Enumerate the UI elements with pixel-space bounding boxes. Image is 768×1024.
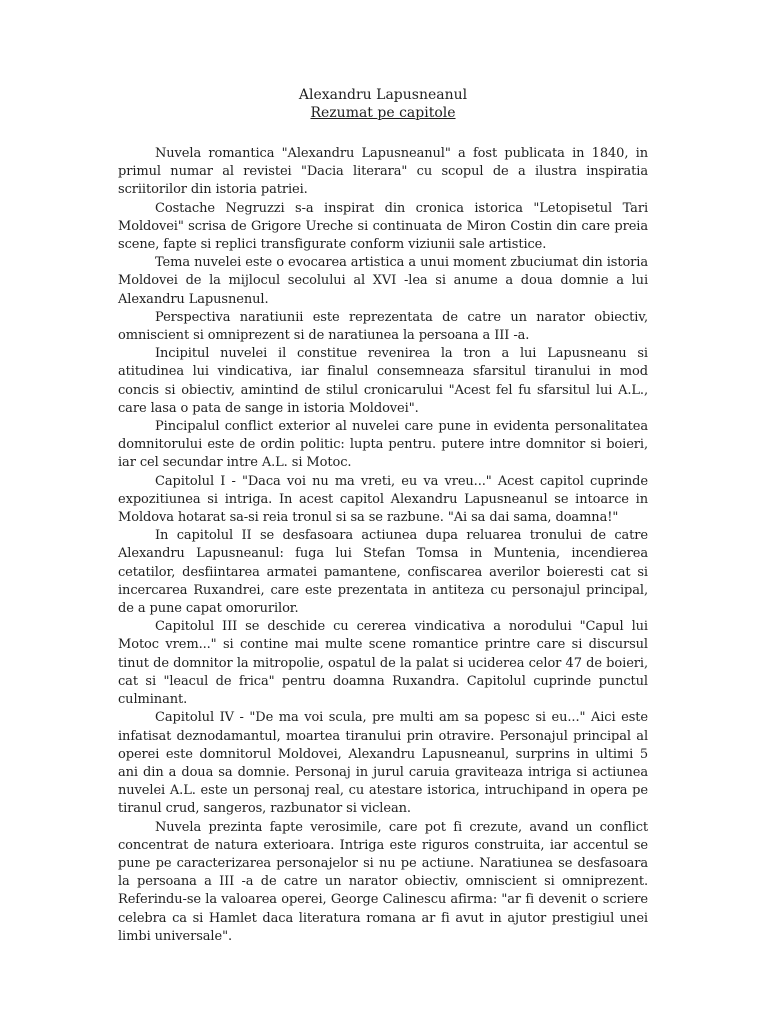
paragraph-publication: Nuvela romantica "Alexandru Lapusneanul" a fost publicata in 1840, in primul numar al revistei "Dacia literara" cu scopul de a ilustra inspiratia scriitorilor din istoria patriei. bbox=[118, 146, 648, 198]
document-page bbox=[118, 86, 648, 946]
paragraph-chapter-2: In capitolul II se desfasoara actiunea dupa reluarea tronului de catre Alexandru Lapusneanul: fuga lui Stefan Tomsa in Muntenia, incendierea cetatilor, desfiintarea armatei pamantene, confiscarea averilor boieresti cat si incercarea Ruxandrei, care este prezentata in antiteza cu personajul principal, de a pune capat omorurilor. bbox=[118, 528, 648, 617]
document-subtitle: Rezumat pe capitole bbox=[310, 105, 456, 121]
document-title: Alexandru Lapusneanul bbox=[298, 87, 468, 103]
paragraph-chapter-1: Capitolul I - "Daca voi nu ma vreti, eu va vreu..." Acest capitol cuprinde expozitiunea si intriga. In acest capitol Alexandru Lapusneanul se intoarce in Moldova hotarat sa-si reia tronul si sa se razbune. "Ai sa dai sama, doamna!" bbox=[118, 473, 648, 526]
paragraph-sources: Costache Negruzzi s-a inspirat din cronica istorica "Letopisetul Tari Moldovei" scrisa de Grigore Ureche si continuata de Miron Costin din care preia scene, fapte si replici transfigurate conform viziunii sale artistice. bbox=[118, 200, 648, 253]
paragraph-theme: Tema nuvelei este o evocarea artistica a unui moment zbuciumat din istoria Moldovei de la mijlocul secolului al XVI -lea si anume a doua domnie a lui Alexandru Lapusnenul. bbox=[118, 255, 648, 307]
document-body bbox=[118, 145, 648, 946]
paragraph-perspective: Perspectiva naratiunii este reprezentata de catre un narator obiectiv, omniscient si omniprezent si de naratiunea la persoana a III -a. bbox=[118, 309, 648, 344]
paragraph-incipit: Incipitul nuvelei il constitue revenirea la tron a lui Lapusneanu si atitudinea lui vindicativa, iar finalul consemneaza sfarsitul tiranului in mod concis si obiectiv, amintind de stilul cronicarului "Acest fel fu sfarsitul lui A.L., care lasa o pata de sange in istoria Moldovei". bbox=[118, 346, 648, 416]
paragraph-chapter-3: Capitolul III se deschide cu cererea vindicativa a norodului "Capul lui Motoc vrem..." si contine mai multe scene romantice printre care si discursul tinut de domnitor la mitropolie, ospatul de la palat si uciderea celor 47 de boieri, cat si "leacul de frica" pentru doamna Ruxandra. Capitolul cuprinde punctul culminant. bbox=[118, 619, 648, 708]
paragraph-conflict: Pincipalul conflict exterior al nuvelei care pune in evidenta personalitatea domnitorului este de ordin politic: lupta pentru. putere intre domnitor si boieri, iar cel secundar intre A.L. si Motoc. bbox=[118, 419, 648, 471]
paragraph-chapter-4: Capitolul IV - "De ma voi scula, pre multi am sa popesc si eu..." Aici este infatisat deznodamantul, moartea tiranului prin otravire. Personajul principal al operei este domnitorul Moldovei, Alexandru Lapusneanul, surprins in ultimi 5 ani din a doua sa domnie. Personaj in jurul caruia graviteaza intriga si actiunea nuvelei A.L. este un personaj real, cu atestare istorica, intruchipand in opera pe tiranul crud, sangeros, razbunator si viclean. bbox=[118, 710, 648, 817]
paragraph-conclusion: Nuvela prezinta fapte verosimile, care pot fi crezute, avand un conflict concentrat de natura exterioara. Intriga este riguros construita, iar accentul se pune pe caracterizarea personajelor si nu pe actiune. Naratiunea se desfasoara la persoana a III -a de catre un narator obiectiv, omniscient si omniprezent. Referindu-se la valoarea operei, George Calinescu afirma: "ar fi devenit o scriere celebra ca si Hamlet daca literatura romana ar fi avut in ajutor prestigiul unei limbi universale". bbox=[118, 819, 648, 944]
title-block bbox=[118, 86, 648, 122]
